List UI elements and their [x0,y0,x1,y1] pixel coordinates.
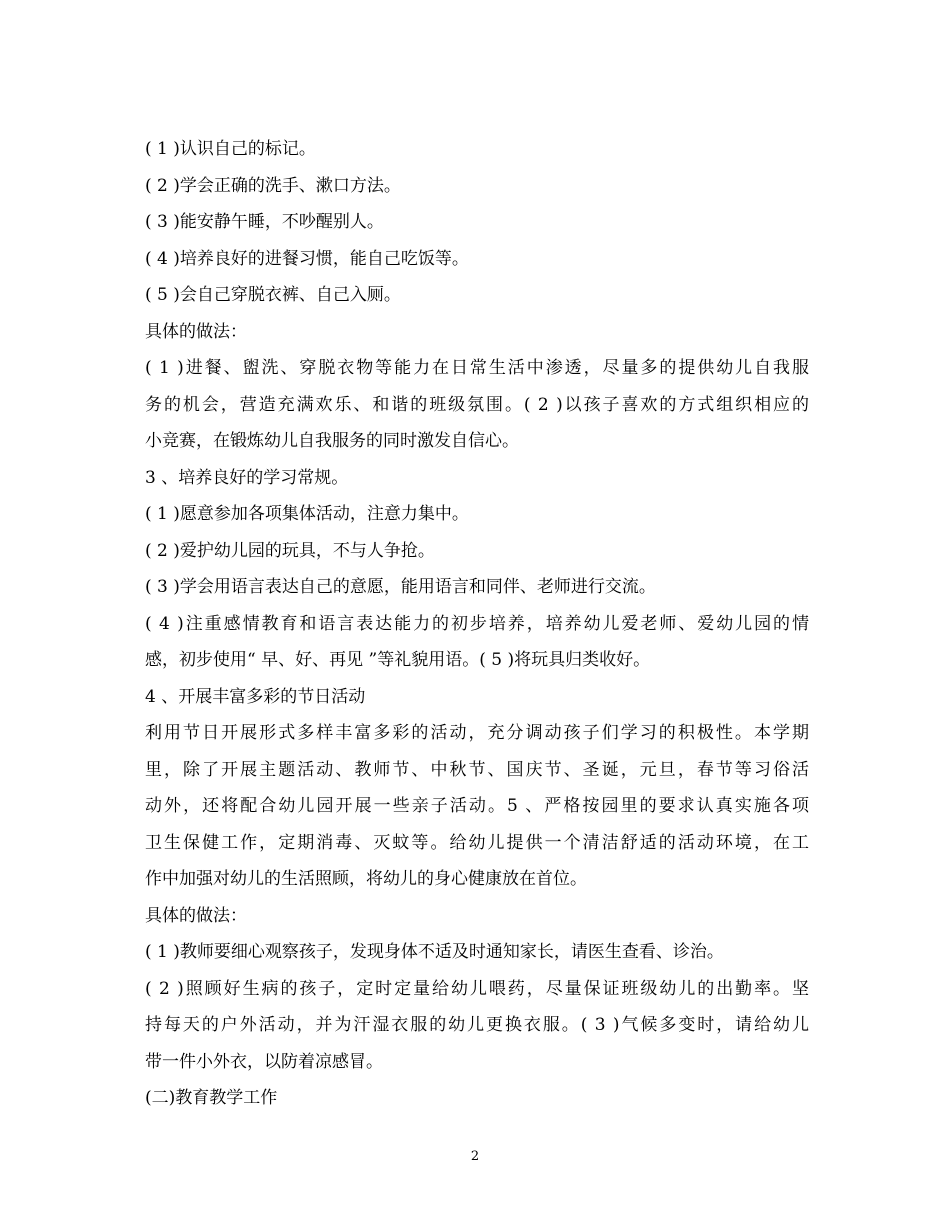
paragraph-line: 利用节日开展形式多样丰富多彩的活动，充分调动孩子们学习的积极性。本学期 [145,723,809,743]
paragraph-line: ( 4 )注重感情教育和语言表达能力的初步培养，培养幼儿爱老师、爱幼儿园的情 [145,613,809,634]
list-item-activities: ( 1 )愿意参加各项集体活动，注意力集中。 [145,504,469,524]
paragraph-line: 里，除了开展主题活动、教师节、中秋节、国庆节、圣诞，元旦，春节等习俗活 [145,759,809,780]
section-heading-teaching: (二)教育教学工作 [145,1088,278,1108]
list-item-handwashing: ( 2 )学会正确的洗手、漱口方法。 [145,175,401,196]
paragraph-line: 务的机会，营造充满欢乐、和谐的班级氛围。( 2 )以孩子喜欢的方式组织相应的 [145,394,809,415]
list-item-mark: ( 1 )认识自己的标记。 [145,139,316,159]
paragraph-line: 感，初步使用“ 早、好、再见 ”等礼貌用语。( 5 )将玩具归类收好。 [145,650,651,670]
document-body [145,131,809,1117]
paragraph-line: ( 1 )进餐、盥洗、穿脱衣物等能力在日常生活中渗透，尽量多的提供幼儿自我服 [145,358,809,378]
section-heading-learning: 3 、培养良好的学习常规。 [145,467,349,488]
section-label-methods: 具体的做法： [145,905,247,926]
paragraph-line: 动外，还将配合幼儿园开展一些亲子活动。5 、严格按园里的要求认真实施各项 [145,796,809,816]
paragraph-line: 带一件小外衣，以防着凉感冒。 [145,1051,383,1072]
section-heading-festivals: 4 、开展丰富多彩的节日活动 [145,686,366,707]
list-item-dressing: ( 5 )会自己穿脱衣裤、自己入厕。 [145,285,401,305]
list-item-language: ( 3 )学会用语言表达自己的意愿，能用语言和同伴、老师进行交流。 [145,577,656,597]
list-item-nap: ( 3 )能安静午睡，不吵醒别人。 [145,212,384,232]
section-label-methods: 具体的做法： [145,321,247,342]
list-item-eating: ( 4 )培养良好的进餐习惯，能自己吃饭等。 [145,248,469,269]
paragraph-line: 卫生保健工作，定期消毒、灭蚊等。给幼儿提供一个清洁舒适的活动环境，在工 [145,832,809,853]
list-item-observe: ( 1 )教师要细心观察孩子，发现身体不适及时通知家长，请医生查看、诊治。 [145,942,724,962]
page-number: 2 [470,1149,480,1164]
list-item-toys: ( 2 )爱护幼儿园的玩具，不与人争抢。 [145,540,435,561]
paragraph-line: 持每天的户外活动，并为汗湿衣服的幼儿更换衣服。( 3 )气候多变时，请给幼儿 [145,1015,809,1035]
paragraph-line: 作中加强对幼儿的生活照顾，将幼儿的身心健康放在首位。 [145,869,587,889]
paragraph-line: 小竞赛，在锻炼幼儿自我服务的同时激发自信心。 [145,431,519,451]
paragraph-line: ( 2 )照顾好生病的孩子，定时定量给幼儿喂药，尽量保证班级幼儿的出勤率。坚 [145,978,809,999]
